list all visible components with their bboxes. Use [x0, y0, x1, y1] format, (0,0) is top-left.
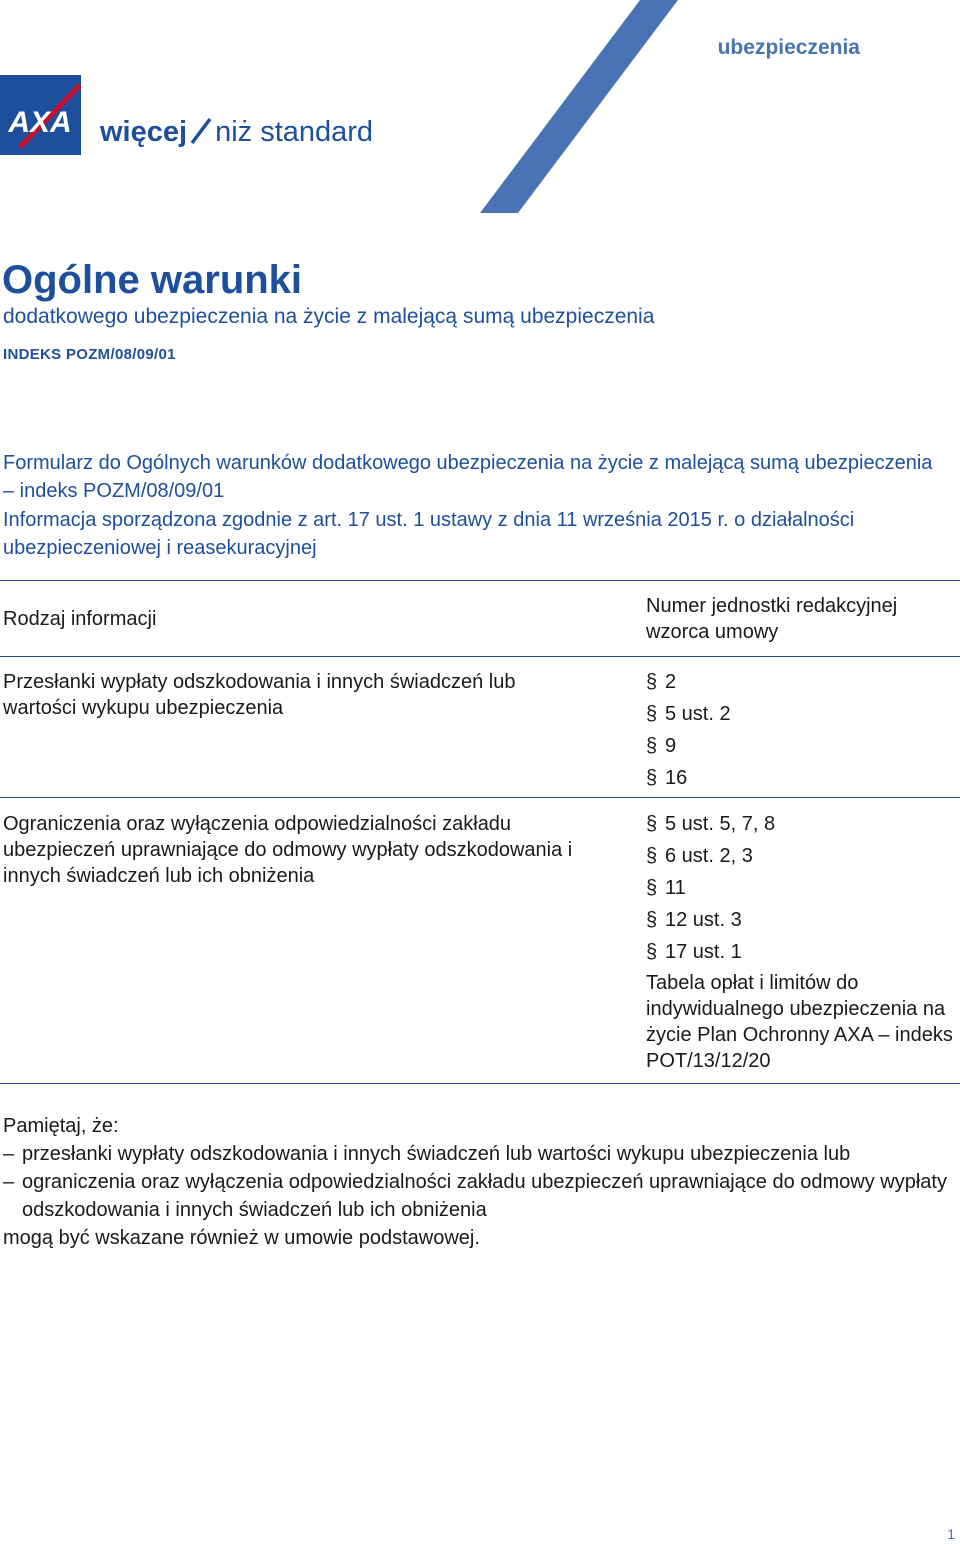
list-item: – ograniczenia oraz wyłączenia odpowiedzialności zakładu ubezpieczeń uprawniające do odmowy wypłaty odszkodowania i innych świadczeń lub ich obniżenia: [3, 1168, 960, 1224]
table-top-rule: [0, 580, 960, 581]
table-row-1-info: Przesłanki wypłaty odszkodowania i innych świadczeń lub wartości wykupu ubezpieczenia: [3, 671, 516, 719]
paragraph-ref: § 5 ust. 5, 7, 8: [646, 813, 776, 835]
remember-closing: mogą być wskazane również w umowie podstawowej.: [3, 1227, 480, 1249]
document-title: Ogólne warunki: [2, 258, 303, 302]
decorative-diagonal-stripe: [0, 0, 960, 230]
form-title: Formularz do Ogólnych warunków dodatkowego ubezpieczenia na życie z malejącą sumą ubezpieczenia – indeks POZM/08/09/01: [3, 452, 933, 502]
section-symbol: §: [646, 845, 658, 867]
table-row-2-note: Tabela opłat i limitów do indywidualnego ubezpieczenia na życie Plan Ochronny AXA – indeks POT/13/12/20: [646, 972, 953, 1072]
remember-section: [3, 1112, 960, 1252]
remember-heading: Pamiętaj, że:: [3, 1115, 119, 1137]
table-header-info: Rodzaj informacji: [3, 608, 157, 630]
section-symbol: §: [646, 671, 658, 693]
table-header-rule: [0, 656, 960, 657]
paragraph-ref: § 16: [646, 767, 688, 789]
table-row-2-refs: [646, 811, 775, 971]
paragraph-ref: § 5 ust. 2: [646, 703, 731, 725]
form-legal-info: Informacja sporządzona zgodnie z art. 17 ust. 1 ustawy z dnia 11 września 2015 r. o działalności ubezpieczeniowej i reasekuracyjnej: [3, 509, 855, 559]
tagline: [100, 116, 373, 149]
table-row-rule: [0, 797, 960, 798]
document-index: INDEKS POZM/08/09/01: [3, 346, 176, 363]
table-row-2-info: Ograniczenia oraz wyłączenia odpowiedzialności zakładu ubezpieczeń uprawniające do odmowy wypłaty odszkodowania i innych świadczeń lub ich obniżenia: [3, 813, 573, 887]
section-symbol: §: [646, 767, 658, 789]
table-bottom-rule: [0, 1083, 960, 1084]
section-symbol: §: [646, 909, 658, 931]
section-symbol: §: [646, 735, 658, 757]
list-item: – przesłanki wypłaty odszkodowania i innych świadczeń lub wartości wykupu ubezpieczenia lub: [3, 1140, 960, 1168]
table-header-reference: Numer jednostki redakcyjnej wzorca umowy: [646, 595, 898, 643]
section-symbol: §: [646, 813, 658, 835]
tagline-rest: niż standard: [215, 116, 374, 148]
section-symbol: §: [646, 877, 658, 899]
paragraph-ref: § 6 ust. 2, 3: [646, 845, 753, 867]
paragraph-ref: § 17 ust. 1: [646, 941, 742, 963]
paragraph-ref: § 12 ust. 3: [646, 909, 742, 931]
category-label: ubezpieczenia: [717, 36, 860, 59]
slash-mark: [188, 117, 214, 145]
paragraph-ref: § 2: [646, 671, 677, 693]
table-row-1-refs: [646, 669, 731, 797]
paragraph-ref: § 11: [646, 877, 686, 899]
tagline-bold: więcej: [100, 116, 188, 148]
dash: –: [3, 1171, 15, 1193]
section-symbol: §: [646, 941, 658, 963]
axa-logo: [0, 75, 81, 155]
paragraph-ref: § 9: [646, 735, 677, 757]
axa-logo-text: AXA: [8, 106, 72, 139]
page-number: 1: [947, 1526, 955, 1542]
section-symbol: §: [646, 703, 658, 725]
dash: –: [3, 1143, 15, 1165]
document-subtitle: dodatkowego ubezpieczenia na życie z malejącą sumą ubezpieczenia: [3, 305, 655, 328]
